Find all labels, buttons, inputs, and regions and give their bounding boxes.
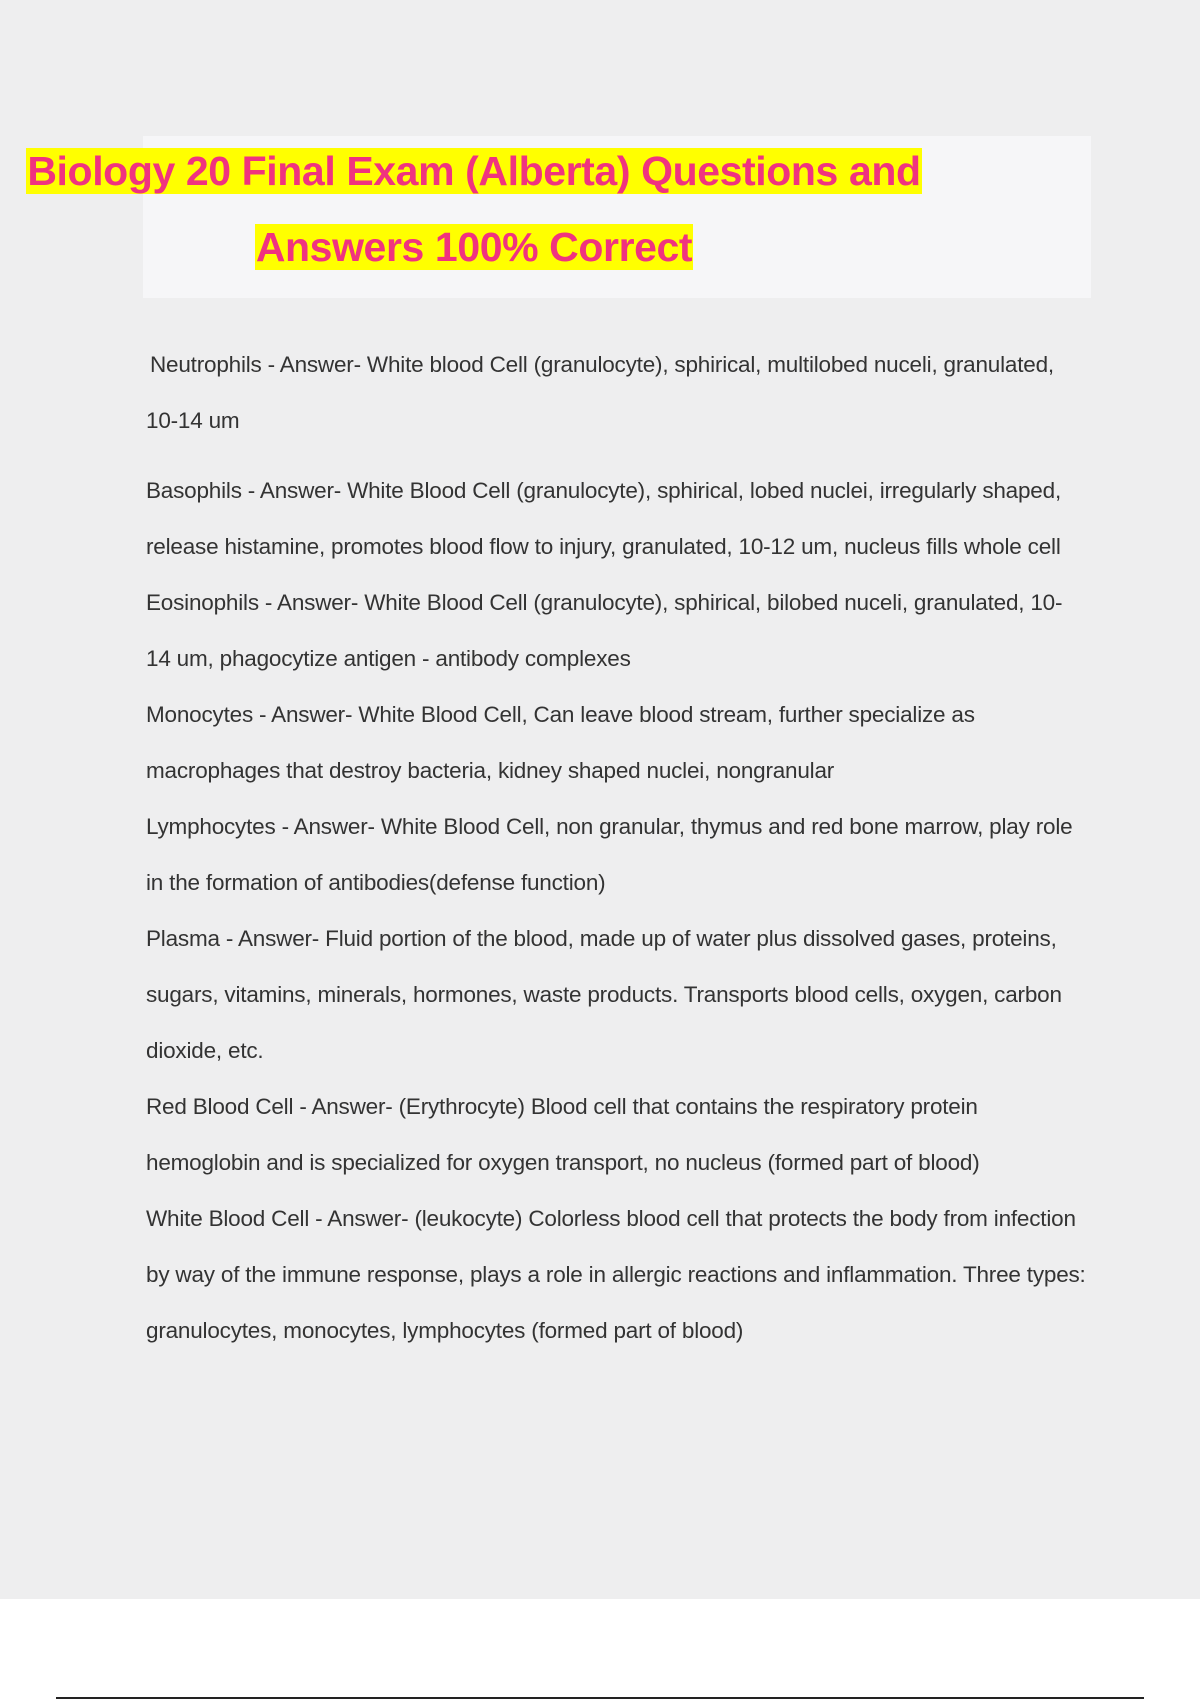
qa-entry-white-blood-cell: White Blood Cell - Answer- (leukocyte) Colorless blood cell that protects the body from infection by way of the immune response, plays a role in allergic reactions and inflammation. Three types: granulocytes, monocytes, lymphocytes (formed part of blood): [146, 1206, 1086, 1343]
qa-entry-lymphocytes: Lymphocytes - Answer- White Blood Cell, non granular, thymus and red bone marrow, play role in the formation of antibodies(defense function): [146, 814, 1073, 895]
page-divider: [56, 1697, 1144, 1699]
title-highlight-1: Biology 20 Final Exam (Alberta) Questions and: [27, 148, 921, 194]
qa-entry-red-blood-cell: Red Blood Cell - Answer- (Erythrocyte) Blood cell that contains the respiratory protein hemoglobin and is specialized for oxygen transport, no nucleus (formed part of blood): [146, 1094, 980, 1175]
document-title-line-2: [0, 223, 948, 271]
qa-entry-plasma: Plasma - Answer- Fluid portion of the blood, made up of water plus dissolved gases, proteins, sugars, vitamins, minerals, hormones, waste products. Transports blood cells, oxygen, carbon dioxide, etc.: [146, 926, 1062, 1063]
qa-list: [146, 337, 1086, 1359]
qa-entry-monocytes: Monocytes - Answer- White Blood Cell, Can leave blood stream, further specialize as macrophages that destroy bacteria, kidney shaped nuclei, nongranular: [146, 702, 975, 783]
title-highlight-2: Answers 100% Correct: [255, 224, 693, 270]
qa-entry-eosinophils: Eosinophils - Answer- White Blood Cell (granulocyte), sphirical, bilobed nuceli, granulated, 10-14 um, phagocytize antigen - antibody complexes: [146, 590, 1063, 671]
document-title-line-1: [0, 147, 948, 195]
qa-entry-neutrophils: Neutrophils - Answer- White blood Cell (granulocyte), sphirical, multilobed nuceli, granulated, 10-14 um: [146, 352, 1054, 433]
qa-entry-basophils: Basophils - Answer- White Blood Cell (granulocyte), sphirical, lobed nuclei, irregularly shaped, release histamine, promotes blood flow to injury, granulated, 10-12 um, nucleus fills whole cell: [146, 478, 1061, 559]
